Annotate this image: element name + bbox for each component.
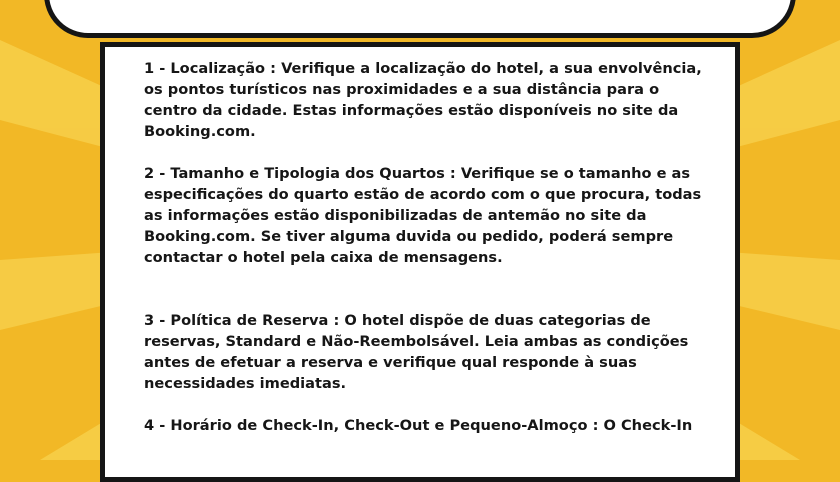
paragraph-quartos: 2 - Tamanho e Tipologia dos Quartos : Verifique se o tamanho e as especificações do quarto estão de acordo com o que procura, todas as informações estão disponibilizadas de antemão no site da Booking.com. Se tiver alguma duvida ou pedido, poderá sempre contactar o hotel pela caixa de mensagens. [144, 165, 702, 266]
top-banner-panel [44, 0, 796, 38]
paragraph-localizacao: 1 - Localização : Verifique a localização do hotel, a sua envolvência, os pontos turísticos nas proximidades e a sua distância para o centro da cidade. Estas informações estão disponíveis no site da Booking.com. [144, 60, 702, 140]
paragraph-politica-reserva: 3 - Política de Reserva : O hotel dispõe de duas categorias de reservas, Standard e Não-Reembolsável. Leia ambas as condições antes de efetuar a reserva e verifique qual responde à suas necessidades imediatas. [144, 312, 689, 392]
info-text [144, 58, 718, 436]
paragraph-horario: 4 - Horário de Check-In, Check-Out e Pequeno-Almoço : O Check-In [144, 417, 693, 434]
